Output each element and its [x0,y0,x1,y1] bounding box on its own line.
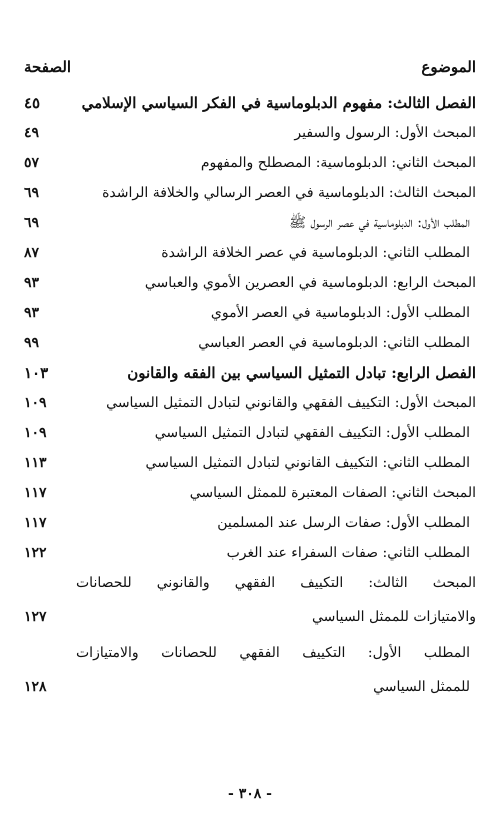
table-of-contents [24,94,476,714]
toc-entry-title: الفصل الثالث: مفهوم الدبلوماسية في الفكر السياسي الإسلامي [81,94,476,112]
toc-entry-title: المطلب الثاني: الدبلوماسية في العصر العباسي [198,335,470,351]
toc-entry-section[interactable] [24,184,476,202]
toc-entry-title: الفصل الرابع: تبادل التمثيل السياسي بين الفقه والقانون [127,364,476,382]
topic-column-label: الموضوع [421,58,476,76]
toc-entry-page: ٤٩ [24,125,40,141]
toc-entry-page: ٦٩ [24,215,40,231]
toc-entry-page: ٩٩ [24,335,40,351]
toc-entry-title: المطلب الأول: التكييف الفقهي لتبادل التمثيل السياسي [154,425,470,441]
toc-entry-title: المطلب الثاني: الدبلوماسية في عصر الخلافة الراشدة [161,245,470,261]
toc-entry-section[interactable] [24,124,476,142]
toc-entry-page: ٥٧ [24,155,40,171]
toc-entry-title: المبحث الثاني: الدبلوماسية: المصطلح والمفهوم [200,155,476,171]
toc-entry-page: ٩٣ [24,305,40,321]
toc-entry-title: المبحث الرابع: الدبلوماسية في العصرين الأموي والعباسي [144,275,476,291]
toc-entry-page: ١٢٢ [24,545,47,561]
toc-entry-title: المطلب الأول: صفات الرسل عند المسلمين [217,515,470,531]
toc-entry-title-line2: والامتيازات للممثل السياسي [311,609,476,625]
toc-entry-subsection[interactable] [24,424,476,442]
toc-entry-page: ٨٧ [24,245,40,261]
toc-entry-page: ١٠٩ [24,395,47,411]
toc-entry-title: المطلب الثاني: التكييف القانوني لتبادل التمثيل السياسي [145,455,470,471]
toc-entry-page: ١١٧ [24,515,47,531]
toc-entry-subsection[interactable] [24,304,476,322]
toc-entry-subsection[interactable] [24,214,476,232]
toc-entry-title: المبحث الأول: الرسول والسفير [294,125,476,141]
toc-entry-page: ٦٩ [24,185,40,201]
toc-entry-page: ١٢٨ [24,679,47,695]
toc-entry-page: ١٢٧ [24,609,47,625]
toc-entry-page: ٤٥ [24,94,41,112]
toc-entry-chapter[interactable] [24,364,476,382]
toc-entry-page: ١٠٣ [24,364,49,382]
toc-entry-title-line1: المطلب الأول: التكييف الفقهي للحصانات والامتيازات [76,645,470,661]
toc-entry-title-line1: المبحث الثالث: التكييف الفقهي والقانوني للحصانات [76,575,476,591]
toc-entry-title [76,574,476,626]
toc-entry-chapter[interactable] [24,94,476,112]
toc-entry-title: المطلب الأول: الدبلوماسية في عصر الرسول ﷺ [289,215,470,231]
page-number: - ٣٠٨ - [228,786,272,802]
toc-entry-title [76,644,476,696]
toc-entry-title: المطلب الثاني: صفات السفراء عند الغرب [226,545,470,561]
toc-entry-section[interactable] [24,484,476,502]
toc-entry-title: المبحث الثاني: الصفات المعتبرة للممثل السياسي [189,485,476,501]
toc-entry-subsection[interactable] [24,644,476,696]
toc-entry-subsection[interactable] [24,544,476,562]
toc-entry-title: المبحث الثالث: الدبلوماسية في العصر الرسالي والخلافة الراشدة [102,185,476,201]
toc-entry-subsection[interactable] [24,454,476,472]
toc-entry-title: المبحث الأول: التكييف الفقهي والقانوني لتبادل التمثيل السياسي [106,395,476,411]
toc-entry-page: ١١٣ [24,455,47,471]
page-column-label: الصفحة [24,58,72,76]
toc-entry-section[interactable] [24,274,476,292]
toc-entry-section[interactable] [24,154,476,172]
toc-header [24,58,476,76]
toc-entry-title: المطلب الأول: الدبلوماسية في العصر الأموي [210,305,470,321]
toc-entry-page: ١٠٩ [24,425,47,441]
toc-entry-section[interactable] [24,394,476,412]
toc-entry-subsection[interactable] [24,244,476,262]
toc-entry-subsection[interactable] [24,514,476,532]
toc-entry-section[interactable] [24,574,476,626]
toc-entry-page: ١١٧ [24,485,47,501]
toc-entry-page: ٩٣ [24,275,40,291]
toc-entry-subsection[interactable] [24,334,476,352]
toc-entry-title-line2: للممثل السياسي [373,679,470,695]
